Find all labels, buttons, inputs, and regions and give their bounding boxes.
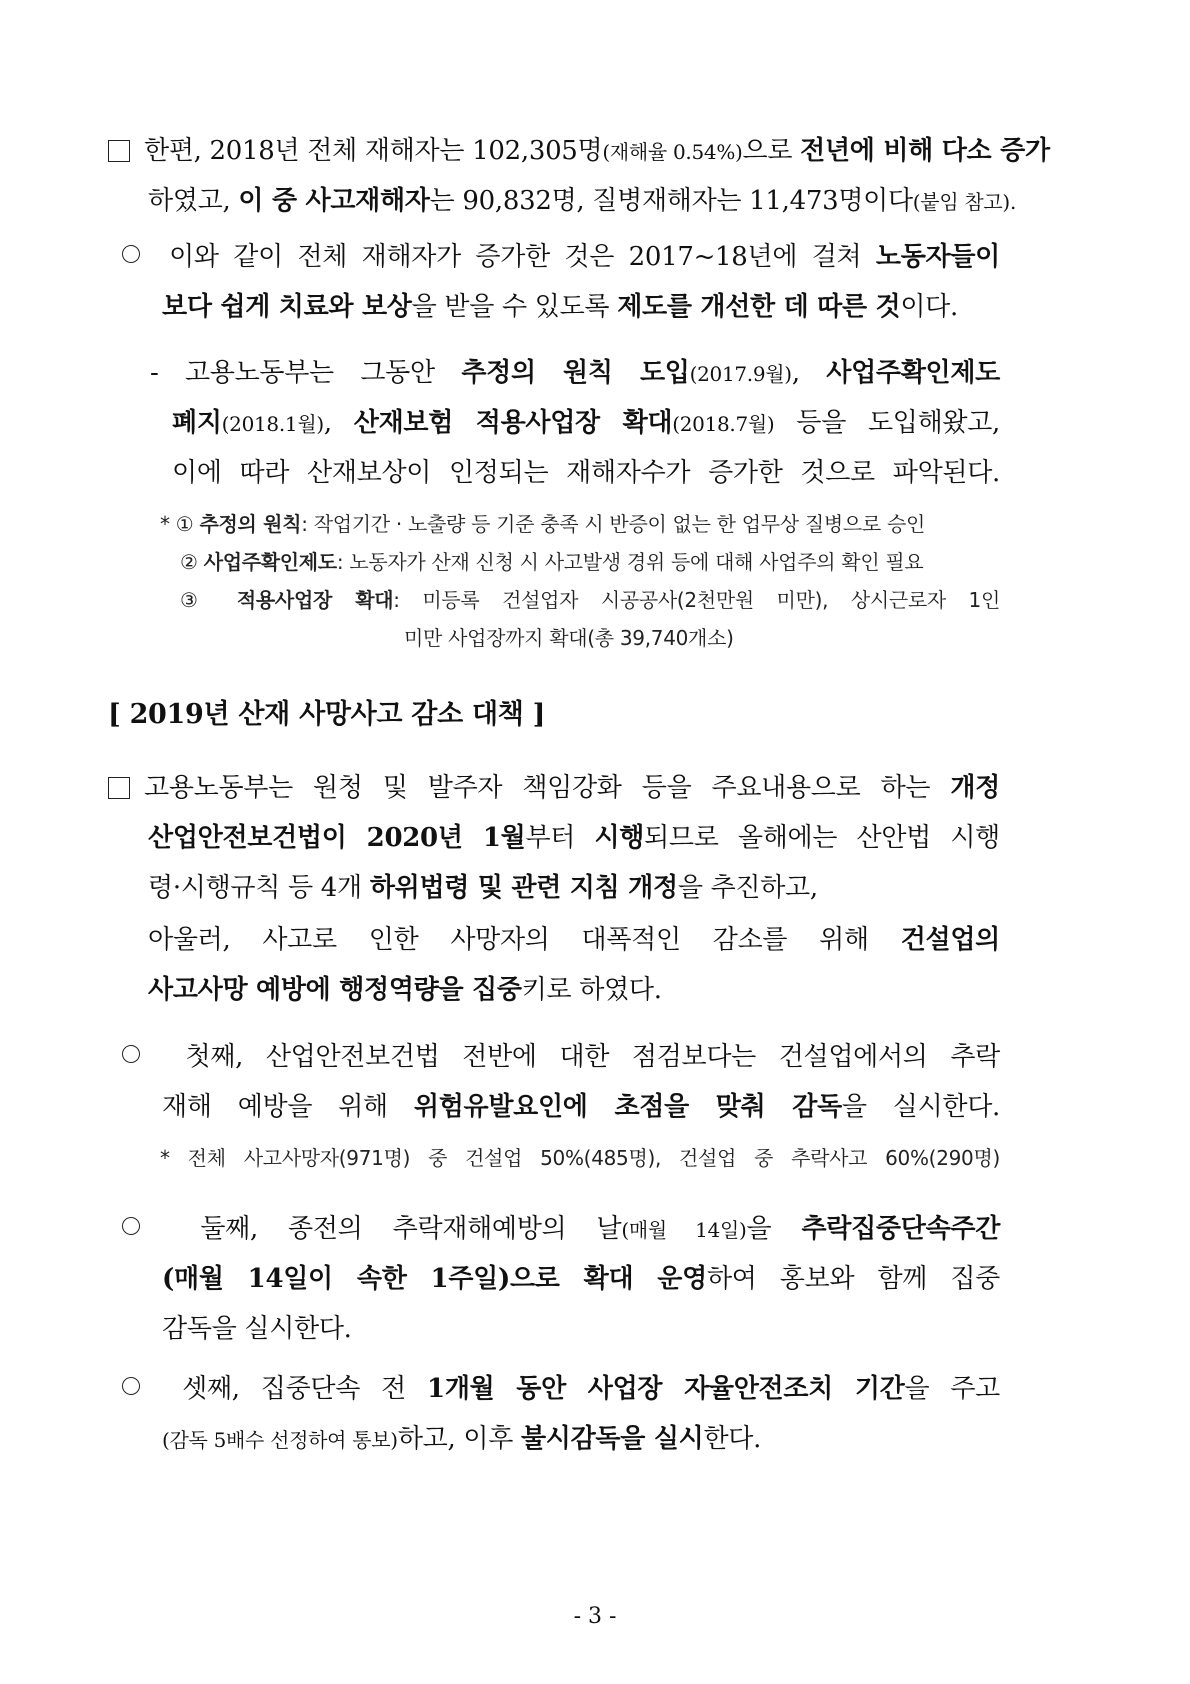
footnote-fatality-stats bbox=[160, 1139, 1000, 1177]
footnote-line: * 전체 사고사망자(971명) 중 건설업 50%(485명), 건설업 중 추락사고 60%(290명) bbox=[160, 1146, 1000, 1170]
paragraph-construction-focus bbox=[148, 915, 1000, 1015]
footnote-line: ③ 적용사업장 확대: 미등록 건설업자 시공공사(2천만원 미만), 상시근로자 1인 bbox=[180, 588, 1001, 612]
paragraph-line: 고용노동부는 원청 및 발주자 책임강화 등을 주요내용으로 하는 개정 bbox=[108, 763, 1000, 813]
checkbox-square-icon bbox=[108, 140, 130, 162]
paragraph-law-revision bbox=[108, 763, 1000, 913]
paragraph-policy-changes bbox=[150, 348, 1000, 498]
paragraph-line: (매월 14일이 속한 1주일)으로 확대 운영하여 홍보와 함께 집중 bbox=[162, 1264, 1000, 1294]
paragraph-third-measure bbox=[122, 1364, 1000, 1464]
paragraph-line: (감독 5배수 선정하여 통보)하고, 이후 불시감독을 실시한다. bbox=[162, 1424, 762, 1454]
paragraph-line: 폐지(2018.1월), 산재보험 적용사업장 확대(2018.7월) 등을 도입해왔고, bbox=[172, 408, 1001, 438]
paragraph-summary-2018 bbox=[108, 126, 1050, 226]
paragraph-line: 아울러, 사고로 인한 사망자의 대폭적인 감소를 위해 건설업의 bbox=[148, 925, 1000, 955]
paragraph-reason-increase bbox=[122, 232, 1000, 332]
circle-bullet-icon bbox=[122, 1045, 140, 1063]
paragraph-line: 첫째, 산업안전보건법 전반에 대한 점검보다는 건설업에서의 추락 bbox=[122, 1032, 1000, 1082]
paragraph-line: 재해 예방을 위해 위험유발요인에 초점을 맞춰 감독을 실시한다. bbox=[162, 1092, 1000, 1122]
paragraph-line: 보다 쉽게 치료와 보상을 받을 수 있도록 제도를 개선한 데 따른 것이다. bbox=[162, 292, 958, 322]
paragraph-line: 둘째, 종전의 추락재해예방의 날(매월 14일)을 추락집중단속주간 bbox=[122, 1204, 1000, 1254]
paragraph-line: 하였고, 이 중 사고재해자는 90,832명, 질병재해자는 11,473명이다(붙임 참고). bbox=[148, 186, 1016, 216]
paragraph-second-measure bbox=[122, 1204, 1000, 1354]
paragraph-line: 한편, 2018년 전체 재해자는 102,305명(재해율 0.54%)으로 전년에 비해 다소 증가 bbox=[108, 126, 1000, 176]
section-heading: [ 2019년 산재 사망사고 감소 대책 ] bbox=[108, 699, 546, 730]
footnote-line: 미만 사업장까지 확대(총 39,740개소) bbox=[404, 626, 734, 650]
checkbox-square-icon bbox=[108, 777, 130, 799]
paragraph-line: - 고용노동부는 그동안 추정의 원칙 도입(2017.9월), 사업주확인제도 bbox=[150, 358, 1000, 388]
footnotes-definitions bbox=[160, 505, 1000, 657]
paragraph-line: 이에 따라 산재보상이 인정되는 재해자수가 증가한 것으로 파악된다. bbox=[172, 458, 1000, 488]
paragraph-line: 이와 같이 전체 재해자가 증가한 것은 2017~18년에 걸쳐 노동자들이 bbox=[122, 232, 1000, 282]
paragraph-line: 산업안전보건법이 2020년 1월부터 시행되므로 올해에는 산안법 시행 bbox=[148, 823, 1000, 853]
circle-bullet-icon bbox=[122, 1377, 140, 1395]
footnote-line: * ① 추정의 원칙: 작업기간 · 노출량 등 기준 충족 시 반증이 없는 한 업무상 질병으로 승인 bbox=[160, 512, 926, 536]
paragraph-line: 셋째, 집중단속 전 1개월 동안 사업장 자율안전조치 기간을 주고 bbox=[122, 1364, 1000, 1414]
circle-bullet-icon bbox=[122, 1217, 140, 1235]
circle-bullet-icon bbox=[122, 245, 140, 263]
paragraph-line: 감독을 실시한다. bbox=[162, 1314, 352, 1344]
page-number: - 3 - bbox=[573, 1604, 617, 1629]
footnote-line: ② 사업주확인제도: 노동자가 산재 신청 시 사고발생 경위 등에 대해 사업주의 확인 필요 bbox=[180, 550, 924, 574]
paragraph-first-measure bbox=[122, 1032, 1000, 1132]
paragraph-line: 령·시행규칙 등 4개 하위법령 및 관련 지침 개정을 추진하고, bbox=[148, 873, 818, 903]
paragraph-line: 사고사망 예방에 행정역량을 집중키로 하였다. bbox=[148, 975, 662, 1005]
